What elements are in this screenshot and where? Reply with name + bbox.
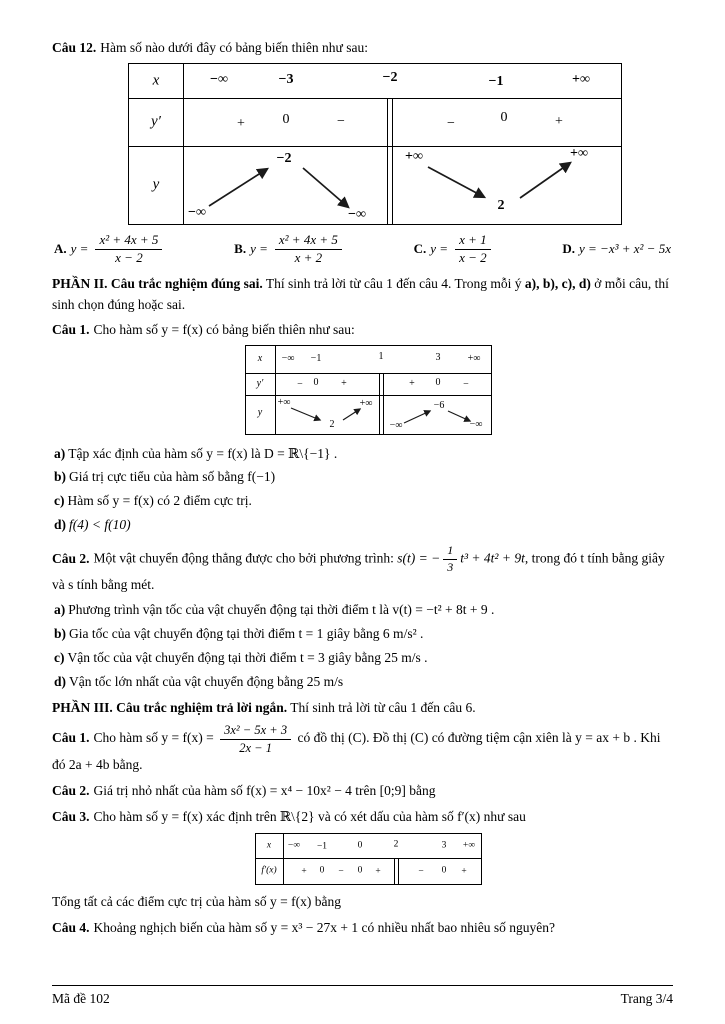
row-header-yprime: y′: [151, 113, 161, 130]
yprime-sign: +: [237, 115, 245, 131]
one-third-fraction: [443, 544, 457, 575]
x-value: −∞: [281, 352, 295, 364]
y-limit: −∞: [348, 206, 366, 222]
p2-q2-item-c: [54, 648, 673, 669]
grid-line: [283, 834, 284, 884]
x-value: +∞: [572, 71, 590, 87]
p3-q3-sign-table: [255, 833, 482, 885]
p2-q2-equation-tail: t³ + 4t² + 9t: [460, 550, 525, 566]
increase-arrow: [520, 163, 570, 198]
x-value: +∞: [462, 840, 476, 851]
x-value: 3: [435, 351, 441, 363]
item-text: Phương trình vận tốc của vật chuyển động tại thời điểm t là v(t) = −t² + 8t + 9 .: [68, 601, 495, 617]
p2-q1-item-a: [54, 444, 673, 465]
x-value: 0: [357, 840, 363, 851]
fraction-denominator: 3: [447, 560, 454, 575]
fraction-denominator: 2x − 1: [239, 740, 272, 755]
grid-line: [256, 858, 481, 859]
page-footer: [52, 985, 673, 1010]
yprime-sign: 0: [282, 111, 290, 127]
y-limit: −∞: [389, 419, 403, 431]
p3-q2-label: Câu 2.: [52, 783, 90, 799]
fprime-sign: 0: [319, 865, 325, 876]
part3-heading: [52, 698, 673, 719]
yprime-sign: 0: [313, 376, 319, 388]
yprime-sign: −: [297, 378, 303, 390]
x-value: −1: [310, 352, 322, 364]
fraction-numerator: 1: [443, 544, 457, 560]
p2-q2-item-b: [54, 624, 673, 645]
p3-q4-prompt: [52, 918, 673, 939]
yprime-sign: +: [341, 377, 347, 389]
p2-q2-text-post: , trong đó t tính bằng giây và s tính bằng mét.: [52, 550, 665, 592]
fprime-sign: +: [461, 866, 467, 877]
row-header-fprime: f′(x): [261, 865, 277, 876]
part2-heading-bold: PHẦN II. Câu trắc nghiệm đúng sai.: [52, 275, 263, 291]
fraction-denominator: x − 2: [115, 249, 143, 265]
fraction-numerator: x + 1: [455, 233, 491, 250]
p3-q1-fraction: [220, 723, 291, 755]
y-limit: +∞: [277, 396, 291, 408]
option-B-lead: y =: [250, 241, 268, 257]
y-extremum: 2: [497, 197, 505, 213]
item-label: d): [54, 673, 67, 689]
row-header-x: x: [257, 352, 263, 364]
option-A-label: A.: [54, 241, 67, 257]
x-value: −1: [316, 841, 328, 852]
decrease-arrow: [303, 168, 348, 207]
y-limit: −∞: [469, 418, 483, 430]
yprime-sign: −: [337, 113, 345, 129]
p3-q3-after: [52, 892, 673, 913]
p2-q1-label: Câu 1.: [52, 321, 90, 337]
yprime-sign: −: [463, 378, 469, 390]
page-number: Trang 3/4: [620, 991, 673, 1007]
fraction-numerator: 3x² − 5x + 3: [220, 723, 291, 739]
part2-intro-1: Thí sinh trả lời từ câu 1 đến câu 4. Trong mỗi ý: [265, 275, 525, 291]
part2-intro-2: ở mỗi câu, thí sinh chọn đúng hoặc sai.: [52, 275, 669, 312]
item-text: Vận tốc lớn nhất của vật chuyển động bằng 25 m/s: [69, 673, 344, 689]
decrease-arrow: [448, 411, 470, 421]
q12-prompt: [52, 38, 673, 59]
option-C: [414, 233, 494, 266]
p3-q3-prompt: [52, 807, 673, 828]
p2-q1-item-d: [54, 515, 673, 536]
p2-q2-item-a: [54, 600, 673, 621]
x-value: +∞: [467, 352, 481, 364]
fprime-sign: −: [338, 866, 344, 877]
y-limit: +∞: [405, 148, 423, 164]
p2-q2-label: Câu 2.: [52, 550, 90, 566]
x-value: −∞: [287, 840, 301, 851]
p3-q1-text-pre: Cho hàm số y = f(x) =: [93, 730, 218, 746]
part2-intro-bold: a), b), c), d): [524, 275, 591, 291]
option-B: [234, 233, 345, 266]
q12-options: [54, 233, 671, 266]
item-label: c): [54, 493, 65, 509]
x-value: −1: [488, 73, 504, 89]
p3-q1-prompt: [52, 723, 673, 776]
q12-prompt-text: Hàm số nào dưới đây có bảng biến thiên như sau:: [100, 40, 368, 55]
option-C-fraction: [455, 233, 491, 266]
p2-q1-text: Cho hàm số y = f(x) có bảng biến thiên như sau:: [93, 321, 355, 337]
p3-q1-text-post: có đồ thị (C). Đồ thị (C) có đường tiệm cận xiên là y = ax + b . Khi đó 2a + 4b bằng.: [52, 730, 661, 773]
p2-q1-variation-table: [245, 345, 492, 435]
x-value: −∞: [210, 71, 228, 87]
y-extremum: −2: [276, 150, 292, 166]
variation-arrows: [246, 346, 491, 434]
row-header-x: x: [266, 840, 272, 851]
item-label: a): [54, 601, 66, 617]
part2-heading: [52, 274, 673, 316]
option-D: [562, 239, 671, 259]
option-D-label: D.: [562, 241, 575, 257]
y-limit: +∞: [570, 145, 588, 161]
item-label: a): [54, 445, 66, 461]
option-A-lead: y =: [70, 241, 89, 257]
option-C-lead: y =: [430, 241, 449, 257]
p3-q3-after-text: Tổng tất cả các điểm cực trị của hàm số y = f(x) bằng: [52, 893, 341, 909]
item-text: Hàm số y = f(x) có 2 điểm cực trị.: [67, 493, 252, 509]
option-A-fraction: [95, 233, 162, 266]
item-text: Gia tốc của vật chuyển động tại thời điểm t = 1 giây bằng 6 m/s² .: [69, 625, 424, 641]
y-extremum: −6: [433, 399, 445, 411]
p2-q2-text-pre: Một vật chuyển động thẳng được cho bởi phương trình:: [93, 550, 398, 566]
row-header-x: x: [152, 72, 160, 89]
p2-q1-prompt: [52, 320, 673, 341]
fprime-sign: +: [375, 866, 381, 877]
p2-q1-item-c: [54, 491, 673, 512]
item-text: Vận tốc của vật chuyển động tại thời điểm t = 3 giây bằng 25 m/s .: [67, 649, 428, 665]
asymptote-double-bar: [398, 858, 399, 884]
item-label: d): [54, 517, 67, 533]
q12-variation-table: [128, 63, 622, 225]
item-text: Giá trị cực tiểu của hàm số bằng f(−1): [69, 469, 276, 485]
x-value: −3: [278, 71, 294, 87]
fraction-numerator: x² + 4x + 5: [275, 233, 342, 250]
p3-q4-label: Câu 4.: [52, 919, 90, 935]
p3-q3-text: Cho hàm số y = f(x) xác định trên ℝ\{2} và có xét dấu của hàm số f′(x) như sau: [93, 808, 526, 824]
option-B-fraction: [275, 233, 342, 266]
row-header-y: y: [152, 176, 160, 193]
increase-arrow: [404, 411, 430, 423]
yprime-sign: −: [447, 115, 455, 131]
x-value: 2: [393, 839, 399, 850]
p3-q4-text: Khoảng nghịch biến của hàm số y = x³ − 27x + 1 có nhiều nhất bao nhiêu số nguyên?: [93, 919, 555, 935]
yprime-sign: 0: [500, 109, 508, 125]
item-label: b): [54, 469, 67, 485]
item-label: c): [54, 649, 65, 665]
yprime-sign: +: [555, 113, 563, 129]
item-text: f(4) < f(10): [69, 517, 131, 533]
p3-q2-text: Giá trị nhỏ nhất của hàm số f(x) = x⁴ − 10x² − 4 trên [0;9] bằng: [93, 783, 436, 799]
fraction-numerator: x² + 4x + 5: [95, 233, 162, 250]
x-value: −2: [382, 69, 398, 85]
y-limit: +∞: [359, 397, 373, 409]
asymptote-double-bar: [394, 858, 395, 884]
decrease-arrow: [428, 167, 484, 197]
yprime-sign: 0: [435, 376, 441, 388]
fprime-sign: +: [301, 866, 307, 877]
p3-q1-label: Câu 1.: [52, 730, 90, 746]
y-extremum: 2: [329, 418, 335, 430]
fraction-denominator: x − 2: [459, 249, 487, 265]
p2-q1-item-b: [54, 467, 673, 488]
option-A: [54, 233, 165, 266]
increase-arrow: [209, 169, 267, 206]
p2-q2-equation-lead: s(t) = −: [397, 550, 441, 566]
exam-code: Mã đề 102: [52, 991, 110, 1007]
p2-q2-item-d: [54, 672, 673, 693]
option-B-label: B.: [234, 241, 247, 257]
row-header-y: y: [257, 406, 263, 418]
p2-q2-prompt: [52, 544, 673, 596]
p3-q3-label: Câu 3.: [52, 808, 90, 824]
increase-arrow: [343, 409, 360, 420]
fraction-denominator: x + 2: [294, 249, 323, 265]
decrease-arrow: [291, 408, 320, 420]
item-label: b): [54, 625, 67, 641]
y-limit: −∞: [188, 204, 206, 220]
option-D-formula: y = −x³ + x² − 5x: [579, 241, 671, 257]
part3-heading-bold: PHẦN III. Câu trắc nghiệm trả lời ngắn.: [52, 700, 288, 716]
yprime-sign: +: [409, 377, 415, 389]
x-value: 3: [441, 840, 447, 851]
fprime-sign: 0: [357, 865, 363, 876]
part3-intro: Thí sinh trả lời từ câu 1 đến câu 6.: [290, 700, 476, 716]
p3-q2-prompt: [52, 781, 673, 802]
variation-arrows: [129, 64, 621, 224]
row-header-yprime: y′: [256, 377, 264, 389]
fprime-sign: 0: [441, 865, 447, 876]
item-text: Tập xác định của hàm số y = f(x) là D = ℝ\{−1} .: [68, 445, 338, 461]
option-C-label: C.: [413, 241, 427, 257]
x-value: 1: [378, 350, 384, 362]
fprime-sign: −: [418, 866, 424, 877]
q12-label: Câu 12.: [52, 40, 97, 55]
